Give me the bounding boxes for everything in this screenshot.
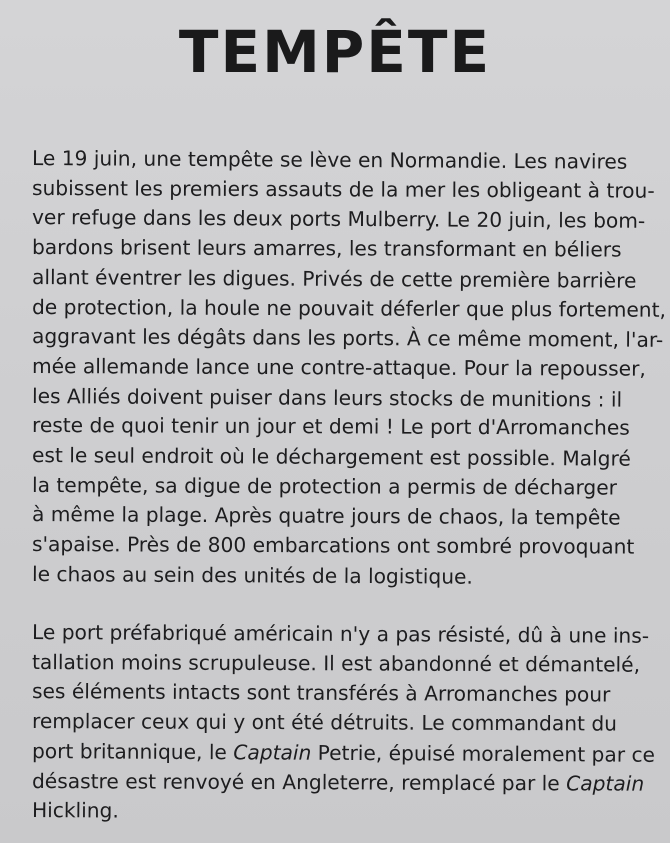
text-line: bardons brisent leurs amarres, les transformant en béliers <box>31 235 622 262</box>
text-line: ver refuge dans les deux ports Mulberry. Le 20 juin, les bom- <box>31 205 646 234</box>
text-line: les Alliés doivent puiser dans leurs stocks de munitions : il <box>31 383 623 412</box>
text-line <box>31 767 645 799</box>
text-line: Le 19 juin, une tempête se lève en Normandie. Les navires <box>31 146 628 174</box>
emphasis-captain: Captain <box>233 740 312 765</box>
text-line <box>31 737 656 770</box>
paragraph-storm-account <box>31 144 667 590</box>
text-line: subissent les premiers assauts de la mer les obligeant à trou- <box>31 175 655 203</box>
text-line: mée allemande lance une contre-attaque. Pour la repousser, <box>31 353 646 381</box>
text-line: Le port préfabriqué américain n'y a pas résisté, dû à une ins- <box>31 620 650 648</box>
text-segment: Petrie, épuisé moralement par ce <box>311 740 656 767</box>
text-line: ses éléments intacts sont transférés à Arromanches pour <box>31 679 611 707</box>
text-line: s'apaise. Près de 800 embarcations ont sombré provoquant <box>31 532 635 559</box>
text-line: tallation moins scrupuleuse. Il est abandonné et démantelé, <box>31 649 641 677</box>
text-line: le chaos au sein des unités de la logistique. <box>31 561 473 589</box>
panel-title: TEMPÊTE <box>178 18 492 86</box>
emphasis-captain: Captain <box>566 770 645 796</box>
text-line: aggravant les dégâts dans les ports. À ce même moment, l'ar- <box>31 324 664 353</box>
text-line: reste de quoi tenir un jour et demi ! Le port d'Arromanches <box>31 413 630 440</box>
text-line: à même la plage. Après quatre jours de chaos, la tempête <box>31 502 621 531</box>
text-line: allant éventrer les digues. Privés de cette première barrière <box>31 264 637 293</box>
paragraph-aftermath <box>31 618 656 826</box>
text-segment: port britannique, le <box>31 738 234 765</box>
text-line: est le seul endroit où le déchargement est possible. Malgré <box>31 443 631 471</box>
text-line: remplacer ceux qui y ont été détruits. Le commandant du <box>31 709 618 736</box>
text-line: Hickling. <box>31 798 119 823</box>
text-line: la tempête, sa digue de protection a permis de décharger <box>31 472 618 500</box>
text-segment: désastre est renvoyé en Angleterre, remplacé par le <box>31 768 567 795</box>
text-line: de protection, la houle ne pouvait déferler que plus fortement, <box>31 294 667 322</box>
